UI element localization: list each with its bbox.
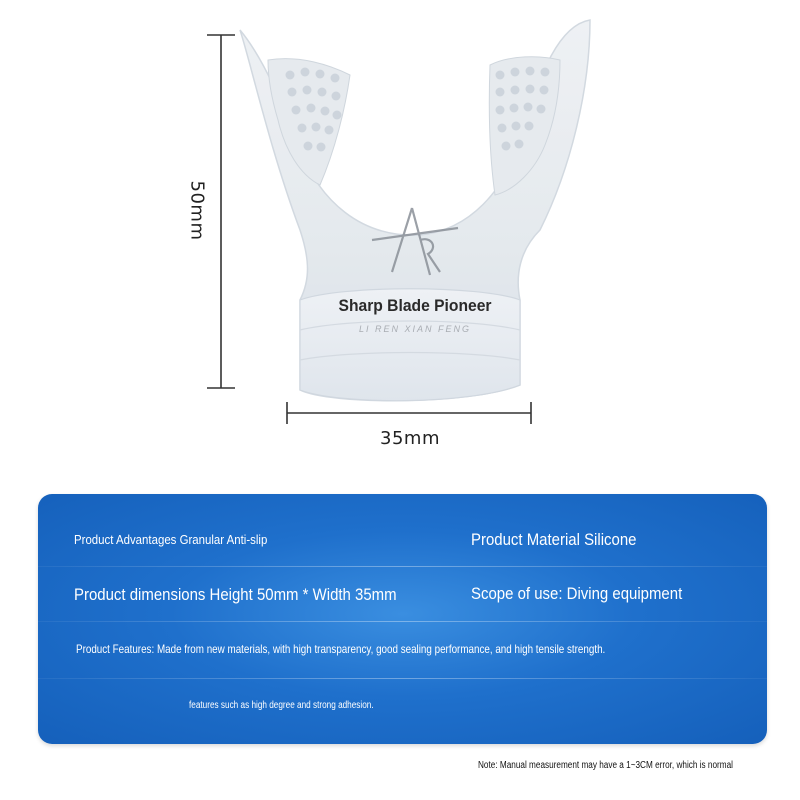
row-divider — [38, 621, 767, 622]
measurement-note: Note: Manual measurement may have a 1~3CM error, which is normal — [478, 760, 733, 771]
scope-text: Scope of use: Diving equipment — [471, 584, 683, 603]
height-dimension-label: 50mm — [186, 180, 208, 241]
features-text: Product Features: Made from new materials, with high transparency, good sealing performance, and high tensile strength. — [76, 642, 606, 656]
brand-subtitle: LI REN XIAN FENG — [358, 324, 471, 334]
advantages-text: Product Advantages Granular Anti-slip — [74, 532, 268, 547]
dimensions-text: Product dimensions Height 50mm * Width 35mm — [74, 585, 397, 604]
row-divider — [38, 678, 767, 679]
width-dimension-label: 35mm — [380, 428, 440, 449]
product-info-panel — [38, 494, 767, 744]
brand-name: Sharp Blade Pioneer — [338, 296, 492, 315]
material-text: Product Material Silicone — [471, 530, 637, 549]
row-divider — [38, 566, 767, 567]
features-extra-text: features such as high degree and strong adhesion. — [189, 700, 374, 711]
